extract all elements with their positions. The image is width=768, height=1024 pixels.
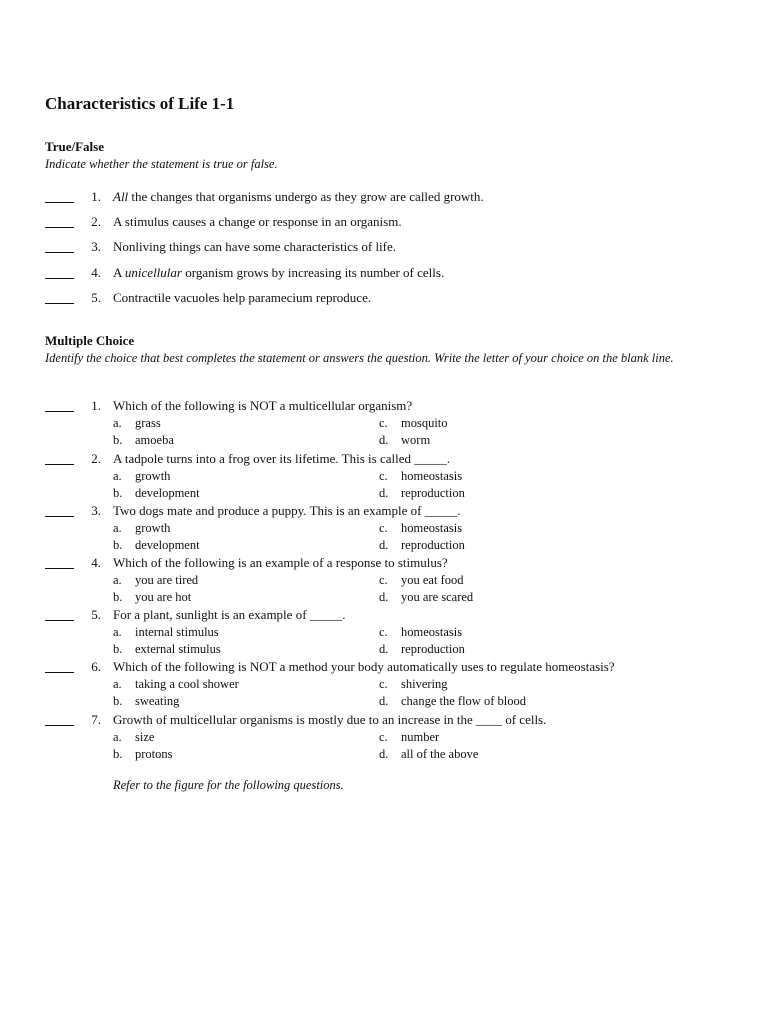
choice-letter: c. xyxy=(379,573,388,587)
choice-letter: d. xyxy=(379,694,389,708)
choice-letter: a. xyxy=(113,573,122,587)
answer-choice xyxy=(379,485,619,501)
multiple-choice-item xyxy=(45,397,745,415)
choice-letter: b. xyxy=(113,694,123,708)
question-text: A tadpole turns into a frog over its lifetime. This is called _____. xyxy=(113,451,450,466)
multiple-choice-item xyxy=(45,554,745,572)
question-text: Which of the following is an example of a response to stimulus? xyxy=(113,555,448,570)
choice-text: internal stimulus xyxy=(135,625,219,639)
choice-letter: a. xyxy=(113,730,122,744)
answer-choice xyxy=(113,729,353,745)
question-number: 1. xyxy=(91,189,101,204)
choice-letter: a. xyxy=(113,416,122,430)
answer-choice xyxy=(379,537,619,553)
choice-text: growth xyxy=(135,521,171,535)
answer-choice xyxy=(379,676,619,692)
question-text xyxy=(113,188,484,206)
true-false-item xyxy=(45,289,745,307)
question-text: For a plant, sunlight is an example of _____. xyxy=(113,607,346,622)
answer-choice xyxy=(379,729,619,745)
question-text xyxy=(113,264,444,282)
multiple-choice-instructions: Identify the choice that best completes the statement or answers the question. Write the letter of your choice on the blank line. xyxy=(45,351,674,365)
multiple-choice-item xyxy=(45,606,745,624)
question-text xyxy=(113,238,396,256)
choice-text: development xyxy=(135,538,200,552)
choice-letter: b. xyxy=(113,486,123,500)
choice-text: size xyxy=(135,730,155,744)
refer-to-figure-note: Refer to the figure for the following questions. xyxy=(113,778,344,792)
question-text-pre: A stimulus causes a change or response in an organism. xyxy=(113,214,402,229)
question-number: 3. xyxy=(91,239,101,254)
question-text-post: the changes that organisms undergo as they grow are called growth. xyxy=(128,189,484,204)
choice-letter: d. xyxy=(379,590,389,604)
choice-text: homeostasis xyxy=(401,521,463,535)
choice-text: mosquito xyxy=(401,416,448,430)
true-false-instructions: Indicate whether the statement is true or false. xyxy=(45,157,278,171)
question-number: 6. xyxy=(91,659,101,674)
choice-text: external stimulus xyxy=(135,642,221,656)
answer-choice xyxy=(113,537,353,553)
choice-text: reproduction xyxy=(401,538,465,552)
true-false-item xyxy=(45,264,745,282)
question-number: 7. xyxy=(91,712,101,727)
question-text-post: organism grows by increasing its number of cells. xyxy=(181,265,445,280)
answer-choice xyxy=(379,693,619,709)
question-number: 2. xyxy=(91,214,101,229)
page-title: Characteristics of Life 1-1 xyxy=(45,94,235,113)
question-text: Growth of multicellular organisms is mostly due to an increase in the ____ of cells. xyxy=(113,712,547,727)
choice-letter: a. xyxy=(113,469,122,483)
choice-letter: a. xyxy=(113,521,122,535)
answer-choice xyxy=(379,589,619,605)
choice-text: sweating xyxy=(135,694,180,708)
choice-letter: c. xyxy=(379,469,388,483)
multiple-choice-item xyxy=(45,711,745,729)
choice-text: shivering xyxy=(401,677,448,691)
true-false-heading: True/False xyxy=(45,139,104,154)
question-text-pre: Nonliving things can have some characteristics of life. xyxy=(113,239,397,254)
true-false-item xyxy=(45,213,745,231)
choice-text: reproduction xyxy=(401,642,465,656)
question-number: 4. xyxy=(91,265,101,280)
answer-choice xyxy=(379,641,619,657)
multiple-choice-item xyxy=(45,450,745,468)
choice-text: homeostasis xyxy=(401,469,463,483)
choice-letter: d. xyxy=(379,642,389,656)
question-number: 5. xyxy=(91,290,101,305)
answer-choice xyxy=(113,641,353,657)
question-number: 1. xyxy=(91,398,101,413)
choice-text: homeostasis xyxy=(401,625,463,639)
true-false-item xyxy=(45,238,745,256)
choice-text: change the flow of blood xyxy=(401,694,526,708)
question-number: 5. xyxy=(91,607,101,622)
choice-text: reproduction xyxy=(401,486,465,500)
choice-letter: d. xyxy=(379,433,389,447)
answer-choice xyxy=(379,415,619,431)
choice-text: all of the above xyxy=(401,747,479,761)
choice-text: number xyxy=(401,730,440,744)
choice-letter: d. xyxy=(379,747,389,761)
choice-text: amoeba xyxy=(135,433,174,447)
question-text-pre: A xyxy=(113,265,125,280)
choice-letter: d. xyxy=(379,486,389,500)
multiple-choice-item xyxy=(45,658,745,676)
choice-text: taking a cool shower xyxy=(135,677,239,691)
answer-choice xyxy=(379,746,619,762)
choice-text: you are tired xyxy=(135,573,199,587)
choice-letter: b. xyxy=(113,433,123,447)
answer-choice xyxy=(113,624,353,640)
true-false-item xyxy=(45,188,745,206)
choice-letter: d. xyxy=(379,538,389,552)
answer-choice xyxy=(113,676,353,692)
question-text-emphasis: unicellular xyxy=(124,265,182,280)
question-text: Which of the following is NOT a method your body automatically uses to regulate homeostasis? xyxy=(113,659,615,674)
answer-choice xyxy=(379,468,619,484)
multiple-choice-heading: Multiple Choice xyxy=(45,333,135,348)
question-text xyxy=(113,213,402,231)
question-text: Two dogs mate and produce a puppy. This is an example of _____. xyxy=(113,503,461,518)
choice-text: you eat food xyxy=(401,573,464,587)
answer-choice xyxy=(379,624,619,640)
choice-letter: a. xyxy=(113,677,122,691)
choice-letter: b. xyxy=(113,642,123,656)
choice-letter: c. xyxy=(379,521,388,535)
choice-letter: c. xyxy=(379,625,388,639)
choice-text: development xyxy=(135,486,200,500)
multiple-choice-item xyxy=(45,502,745,520)
answer-choice xyxy=(113,746,353,762)
choice-letter: c. xyxy=(379,730,388,744)
answer-choice xyxy=(379,432,619,448)
answer-choice xyxy=(379,572,619,588)
question-text-emphasis: All xyxy=(113,189,129,204)
choice-letter: b. xyxy=(113,538,123,552)
question-text xyxy=(113,289,371,307)
question-text: Which of the following is NOT a multicellular organism? xyxy=(113,398,413,413)
choice-text: worm xyxy=(401,433,431,447)
answer-choice xyxy=(113,415,353,431)
choice-text: grass xyxy=(135,416,161,430)
choice-letter: c. xyxy=(379,416,388,430)
answer-choice xyxy=(113,589,353,605)
choice-letter: b. xyxy=(113,747,123,761)
question-number: 3. xyxy=(91,503,101,518)
answer-choice xyxy=(113,520,353,536)
answer-choice xyxy=(379,520,619,536)
answer-choice xyxy=(113,468,353,484)
question-number: 2. xyxy=(91,451,101,466)
answer-choice xyxy=(113,693,353,709)
choice-letter: b. xyxy=(113,590,123,604)
question-number: 4. xyxy=(91,555,101,570)
choice-text: growth xyxy=(135,469,171,483)
answer-choice xyxy=(113,572,353,588)
choice-text: protons xyxy=(135,747,173,761)
choice-text: you are scared xyxy=(401,590,474,604)
choice-letter: a. xyxy=(113,625,122,639)
answer-choice xyxy=(113,432,353,448)
answer-choice xyxy=(113,485,353,501)
question-text-pre: Contractile vacuoles help paramecium reproduce. xyxy=(113,290,372,305)
choice-letter: c. xyxy=(379,677,388,691)
choice-text: you are hot xyxy=(135,590,192,604)
